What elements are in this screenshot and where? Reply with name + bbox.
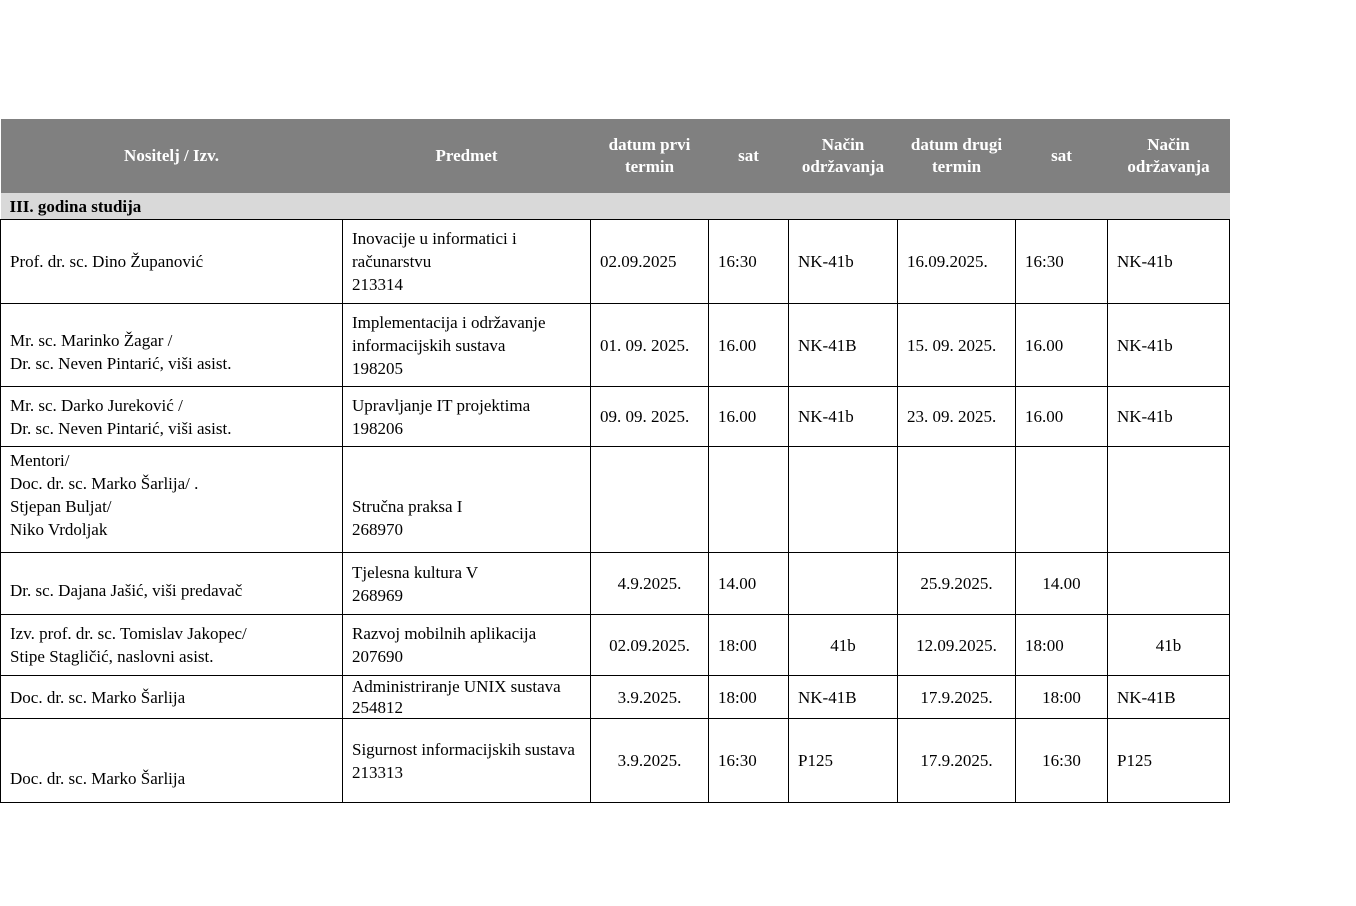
second-time-cell: 18:00 <box>1016 676 1108 719</box>
first-mode-cell <box>789 553 898 615</box>
second-date-cell: 17.9.2025. <box>898 676 1016 719</box>
second-mode-cell: NK-41B <box>1108 676 1230 719</box>
second-mode-cell: NK-41b <box>1108 304 1230 387</box>
second-date-cell: 12.09.2025. <box>898 615 1016 676</box>
first-date-cell: 3.9.2025. <box>591 676 709 719</box>
first-date-cell: 3.9.2025. <box>591 719 709 803</box>
header-lecturer: Nositelj / Izv. <box>1 119 343 193</box>
first-mode-cell: NK-41B <box>789 676 898 719</box>
lecturer-cell: Mr. sc. Marinko Žagar / Dr. sc. Neven Pintarić, viši asist. <box>1 304 343 387</box>
course-cell: Implementacija i održavanje informacijskih sustava 198205 <box>343 304 591 387</box>
second-date-cell: 23. 09. 2025. <box>898 387 1016 447</box>
first-mode-cell: 41b <box>789 615 898 676</box>
header-row <box>1 119 1230 193</box>
first-mode-cell: NK-41b <box>789 387 898 447</box>
table-row <box>1 387 1230 447</box>
table-row <box>1 615 1230 676</box>
header-first-mode: Način održavanja <box>789 119 898 193</box>
second-mode-cell: NK-41b <box>1108 387 1230 447</box>
course-cell: Tjelesna kultura V 268969 <box>343 553 591 615</box>
first-mode-cell: P125 <box>789 719 898 803</box>
first-date-cell: 02.09.2025. <box>591 615 709 676</box>
table-row <box>1 304 1230 387</box>
first-time-cell: 18:00 <box>709 676 789 719</box>
header-first-time: sat <box>709 119 789 193</box>
first-date-cell <box>591 447 709 553</box>
lecturer-cell: Prof. dr. sc. Dino Županović <box>1 220 343 304</box>
second-time-cell: 16.00 <box>1016 304 1108 387</box>
header-course: Predmet <box>343 119 591 193</box>
first-time-cell: 16:30 <box>709 220 789 304</box>
second-time-cell: 16:30 <box>1016 719 1108 803</box>
course-cell: Stručna praksa I 268970 <box>343 447 591 553</box>
second-mode-cell <box>1108 447 1230 553</box>
second-time-cell: 14.00 <box>1016 553 1108 615</box>
second-date-cell: 16.09.2025. <box>898 220 1016 304</box>
table-row <box>1 447 1230 553</box>
first-time-cell: 16.00 <box>709 304 789 387</box>
first-time-cell: 14.00 <box>709 553 789 615</box>
header-second-mode: Način održavanja <box>1108 119 1230 193</box>
table-row <box>1 676 1230 719</box>
first-date-cell: 01. 09. 2025. <box>591 304 709 387</box>
first-date-cell: 09. 09. 2025. <box>591 387 709 447</box>
course-cell: Inovacije u informatici i računarstvu 213314 <box>343 220 591 304</box>
first-mode-cell <box>789 447 898 553</box>
first-mode-cell: NK-41B <box>789 304 898 387</box>
course-cell: Sigurnost informacijskih sustava 213313 <box>343 719 591 803</box>
lecturer-cell: Izv. prof. dr. sc. Tomislav Jakopec/ Stipe Stagličić, naslovni asist. <box>1 615 343 676</box>
second-time-cell: 16:30 <box>1016 220 1108 304</box>
first-mode-cell: NK-41b <box>789 220 898 304</box>
second-date-cell <box>898 447 1016 553</box>
second-mode-cell: P125 <box>1108 719 1230 803</box>
lecturer-cell: Doc. dr. sc. Marko Šarlija <box>1 719 343 803</box>
lecturer-cell: Mentori/ Doc. dr. sc. Marko Šarlija/ . Stjepan Buljat/ Niko Vrdoljak <box>1 447 343 553</box>
first-date-cell: 4.9.2025. <box>591 553 709 615</box>
lecturer-cell: Mr. sc. Darko Jureković / Dr. sc. Neven Pintarić, viši asist. <box>1 387 343 447</box>
header-second-date: datum drugi termin <box>898 119 1016 193</box>
first-time-cell: 16:30 <box>709 719 789 803</box>
course-cell: Razvoj mobilnih aplikacija 207690 <box>343 615 591 676</box>
table-row <box>1 719 1230 803</box>
lecturer-cell: Doc. dr. sc. Marko Šarlija <box>1 676 343 719</box>
table-row <box>1 553 1230 615</box>
course-cell: Upravljanje IT projektima 198206 <box>343 387 591 447</box>
header-second-time: sat <box>1016 119 1108 193</box>
second-date-cell: 17.9.2025. <box>898 719 1016 803</box>
second-mode-cell: 41b <box>1108 615 1230 676</box>
course-cell: Administriranje UNIX sustava 254812 <box>343 676 591 719</box>
first-time-cell <box>709 447 789 553</box>
second-mode-cell <box>1108 553 1230 615</box>
exam-schedule-table <box>0 119 1230 803</box>
second-mode-cell: NK-41b <box>1108 220 1230 304</box>
lecturer-cell: Dr. sc. Dajana Jašić, viši predavač <box>1 553 343 615</box>
header-first-date: datum prvi termin <box>591 119 709 193</box>
section-row <box>1 193 1230 220</box>
second-time-cell: 16.00 <box>1016 387 1108 447</box>
second-time-cell <box>1016 447 1108 553</box>
first-time-cell: 18:00 <box>709 615 789 676</box>
second-date-cell: 25.9.2025. <box>898 553 1016 615</box>
table-row <box>1 220 1230 304</box>
first-time-cell: 16.00 <box>709 387 789 447</box>
first-date-cell: 02.09.2025 <box>591 220 709 304</box>
second-date-cell: 15. 09. 2025. <box>898 304 1016 387</box>
section-title: III. godina studija <box>1 193 1230 220</box>
second-time-cell: 18:00 <box>1016 615 1108 676</box>
